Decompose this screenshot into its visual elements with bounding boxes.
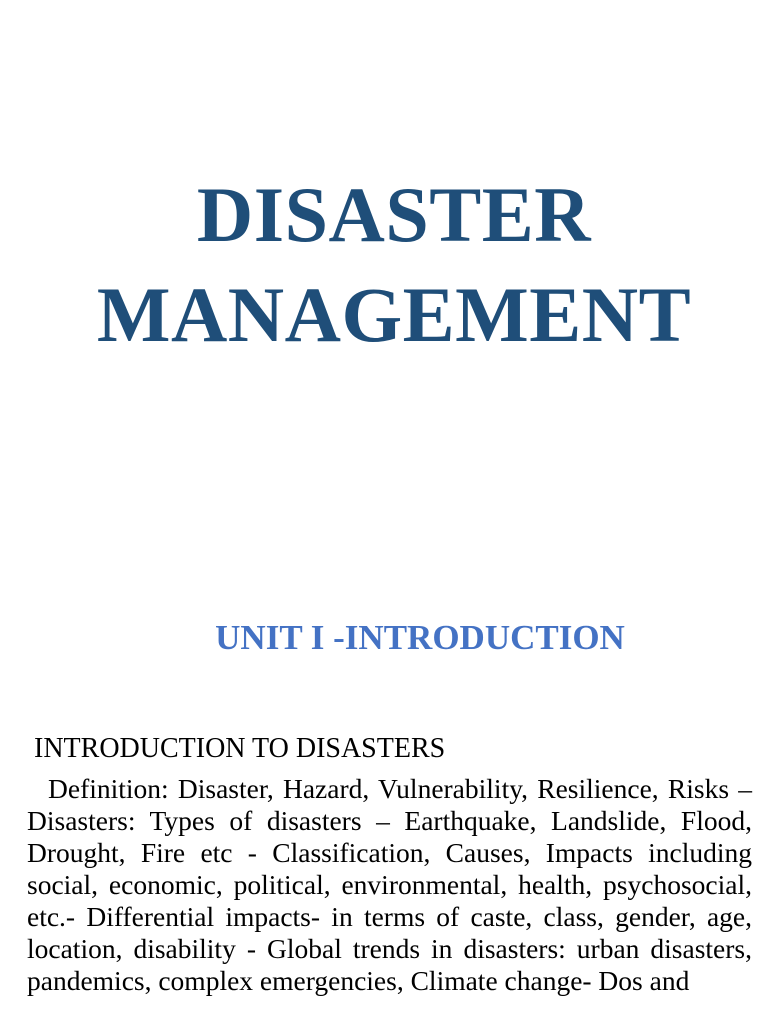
section-heading: INTRODUCTION TO DISASTERS — [34, 733, 446, 764]
page-title — [0, 165, 768, 365]
body-paragraph: Definition: Disaster, Hazard, Vulnerability, Resilience, Risks – Disasters: Types of disasters – Earthquake, Landslide, Flood, Drought, Fire etc - Classification, Causes, Impacts including social, economic, political, environmental, health, psychosocial, etc.- Differential impacts- in terms of caste, class, gender, age, location, disability - Global trends in disasters: urban disasters, pandemics, complex emergencies, Climate change- Dos and — [27, 773, 752, 996]
title-line-1: DISASTER — [196, 171, 592, 258]
unit-heading: UNIT I -INTRODUCTION — [215, 618, 625, 657]
title-line-2: MANAGEMENT — [96, 271, 692, 358]
